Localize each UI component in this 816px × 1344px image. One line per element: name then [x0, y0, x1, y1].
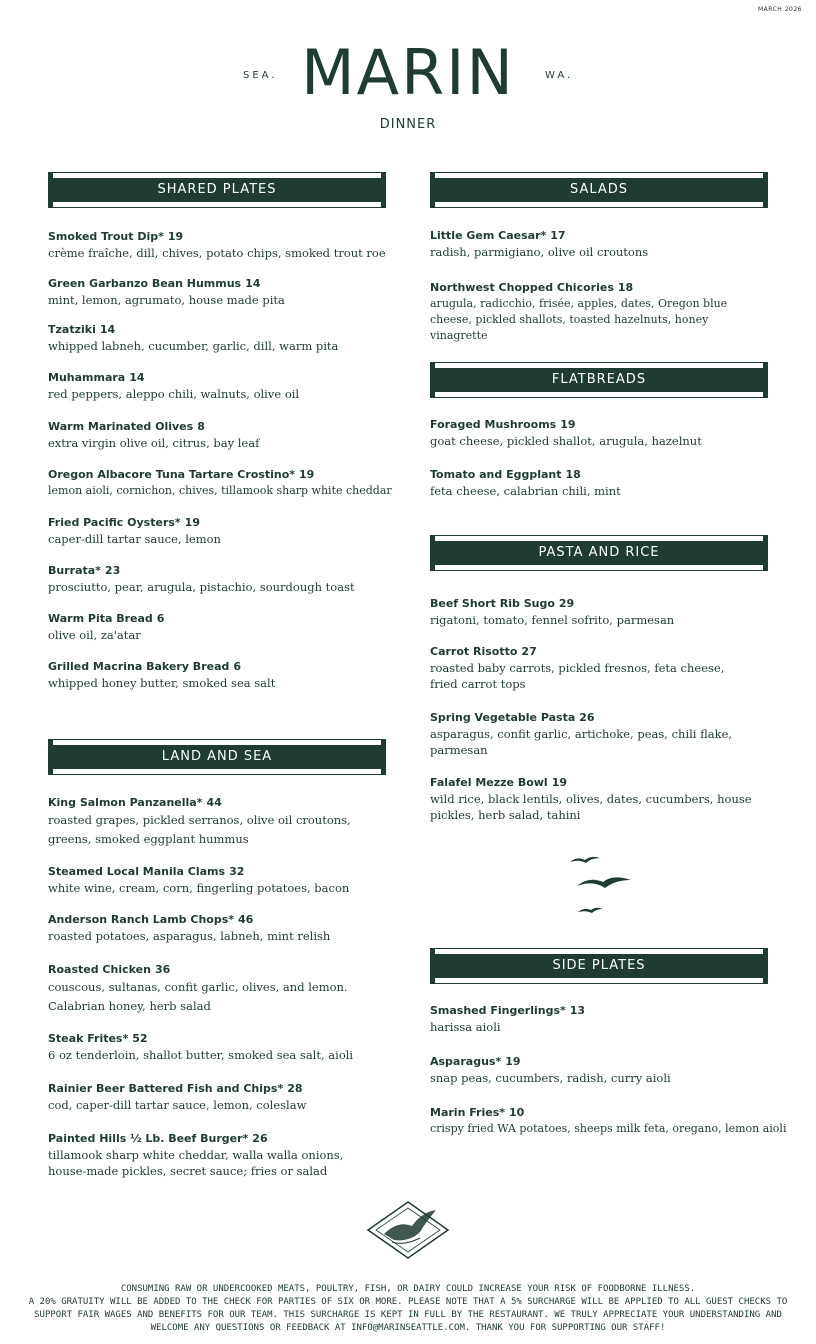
item-description: snap peas, cucumbers, radish, curry aioli — [430, 1071, 671, 1085]
item-description: wild rice, black lentils, olives, dates, cucumbers, house pickles, herb salad, tahini — [430, 792, 752, 822]
item-price: 14 — [99, 323, 116, 336]
item-price: 28 — [287, 1082, 303, 1095]
item-description: caper-dill tartar sauce, lemon — [48, 532, 221, 546]
item-name: Smoked Trout Dip* — [48, 230, 164, 243]
item-description: harissa aioli — [430, 1020, 501, 1034]
footer-disclaimer — [20, 1283, 796, 1335]
item-name: King Salmon Panzanella* — [48, 796, 203, 809]
menu-item — [48, 370, 408, 402]
item-price: 19 — [167, 230, 184, 243]
seagulls-icon — [565, 852, 635, 922]
item-name: Falafel Mezze Bowl — [430, 776, 548, 789]
item-description: olive oil, za'atar — [48, 628, 141, 642]
item-description: roasted baby carrots, pickled fresnos, feta cheese, fried carrot tops — [430, 661, 725, 691]
item-name: Warm Pita Bread — [48, 612, 153, 625]
menu-item — [430, 280, 760, 344]
item-name: Tzatziki — [48, 323, 96, 336]
menu-item — [48, 563, 408, 595]
item-description: goat cheese, pickled shallot, arugula, hazelnut — [430, 434, 702, 448]
item-name: Green Garbanzo Bean Hummus — [48, 277, 242, 290]
item-description: couscous, sultanas, confit garlic, olives, and lemon. Calabrian honey, herb salad — [48, 980, 348, 1013]
item-price: 32 — [229, 865, 245, 878]
item-description: tillamook sharp white cheddar, walla walla onions, house-made pickles, secret sauce; fries or salad — [48, 1148, 344, 1178]
item-description: mint, lemon, agrumato, house made pita — [48, 293, 285, 307]
item-description: asparagus, confit garlic, artichoke, peas, chili flake, parmesan — [430, 727, 733, 757]
shared-plates-banner — [48, 172, 386, 208]
menu-item — [430, 596, 790, 628]
item-name: Steamed Local Manila Clams — [48, 865, 226, 878]
menu-item — [48, 912, 408, 944]
item-description: red peppers, aleppo chili, walnuts, olive oil — [48, 387, 300, 401]
menu-item — [48, 419, 408, 451]
menu-item — [48, 322, 408, 354]
item-price: 18 — [565, 468, 581, 481]
menu-item — [48, 962, 348, 1016]
item-price: 19 — [560, 418, 576, 431]
brand-logo: MARIN — [301, 36, 515, 109]
item-description: prosciutto, pear, arugula, pistachio, sourdough toast — [48, 580, 355, 594]
item-name: Muhammara — [48, 371, 126, 384]
menu-item — [48, 864, 408, 896]
item-price: 27 — [521, 645, 537, 658]
item-name: Asparagus* — [430, 1055, 502, 1068]
flatbreads-banner — [430, 362, 768, 398]
item-price: 19 — [551, 776, 568, 789]
menu-item — [430, 467, 790, 499]
item-price: 46 — [238, 913, 254, 926]
item-name: Grilled Macrina Bakery Bread — [48, 660, 230, 673]
menu-item — [430, 644, 750, 692]
item-name: Northwest Chopped Chicories — [430, 281, 614, 294]
menu-item — [430, 1003, 790, 1035]
item-price: 19 — [505, 1055, 521, 1068]
menu-item — [48, 229, 408, 261]
salads-banner — [430, 172, 768, 208]
item-price: 19 — [184, 516, 200, 529]
section-title: PASTA AND RICE — [435, 541, 763, 565]
section-title: FLATBREADS — [435, 368, 763, 392]
city-right: WA. — [545, 70, 574, 81]
item-name: Carrot Risotto — [430, 645, 518, 658]
item-name: Foraged Mushrooms — [430, 418, 557, 431]
item-price: 6 — [156, 612, 165, 625]
item-description: roasted grapes, pickled serranos, olive oil croutons, greens, smoked eggplant hummus — [48, 813, 351, 846]
menu-item — [430, 710, 750, 758]
item-price: 13 — [569, 1004, 586, 1017]
item-description: cod, caper-dill tartar sauce, lemon, coleslaw — [48, 1098, 307, 1112]
menu-item — [48, 515, 408, 547]
item-price: 14 — [245, 277, 261, 290]
item-description: white wine, cream, corn, fingerling potatoes, bacon — [48, 881, 350, 895]
item-description: arugula, radicchio, frisée, apples, dates, Oregon blue cheese, pickled shallots, toasted hazelnuts, honey vinagrette — [430, 297, 728, 342]
foodborne-warning: CONSUMING RAW OR UNDERCOOKED MEATS, POULTRY, FISH, OR DAIRY COULD INCREASE YOUR RISK OF FOODBORNE ILLNESS. — [120, 1284, 696, 1294]
item-description: lemon aioli, cornichon, chives, tillamook sharp white cheddar — [48, 484, 392, 497]
item-price: 14 — [129, 371, 145, 384]
item-name: Oregon Albacore Tuna Tartare Crostino* — [48, 468, 296, 481]
gratuity-notice: A 20% GRATUITY WILL BE ADDED TO THE CHECK FOR PARTIES OF SIX OR MORE. PLEASE NOTE THAT A 5% SURCHARGE WILL BE APPLIED TO ALL GUEST CHECKS TO SUPPORT FAIR WAGES AND BENEFITS FOR OUR TEAM. THIS SURCHARGE IS KEPT IN FULL BY THE RESTAURANT. WE TRULY APPRECIATE YOUR UNDERSTANDING AND WELCOME ANY QUESTIONS OR FEEDBACK AT INFO@MARINSEATTLE.COM. THANK YOU FOR SUPPORTING OUR STAFF! — [28, 1297, 788, 1333]
section-title: SALADS — [435, 178, 763, 202]
menu-item — [48, 276, 408, 308]
item-price: 52 — [132, 1032, 148, 1045]
item-name: Roasted Chicken — [48, 963, 151, 976]
item-description: roasted potatoes, asparagus, labneh, mint relish — [48, 929, 331, 943]
item-description: rigatoni, tomato, fennel sofrito, parmesan — [430, 613, 675, 627]
section-title: SIDE PLATES — [435, 954, 763, 978]
item-price: 18 — [617, 281, 634, 294]
pasta-and-rice-banner — [430, 535, 768, 571]
menu-item — [48, 1081, 408, 1113]
item-price: 36 — [154, 963, 171, 976]
item-name: Anderson Ranch Lamb Chops* — [48, 913, 235, 926]
item-description: whipped labneh, cucumber, garlic, dill, warm pita — [48, 339, 339, 353]
item-name: Little Gem Caesar* — [430, 229, 547, 242]
land-and-sea-banner — [48, 739, 386, 775]
bird-crest-icon — [364, 1198, 452, 1262]
item-price: 26 — [252, 1132, 268, 1145]
item-price: 17 — [550, 229, 566, 242]
section-title: SHARED PLATES — [53, 178, 381, 202]
item-price: 19 — [299, 468, 315, 481]
menu-item — [48, 467, 418, 499]
menu-item — [48, 1031, 408, 1063]
side-plates-banner — [430, 948, 768, 984]
item-name: Smashed Fingerlings* — [430, 1004, 566, 1017]
menu-item — [48, 659, 408, 691]
menu-item — [48, 1131, 368, 1179]
item-description: 6 oz tenderloin, shallot butter, smoked sea salt, aioli — [48, 1048, 354, 1062]
item-name: Steak Frites* — [48, 1032, 129, 1045]
meal-title: DINNER — [379, 117, 437, 132]
menu-item — [430, 775, 770, 823]
item-name: Marin Fries* — [430, 1106, 505, 1119]
item-price: 8 — [197, 420, 205, 433]
menu-item — [430, 1105, 800, 1137]
item-price: 23 — [104, 564, 121, 577]
item-name: Burrata* — [48, 564, 101, 577]
item-name: Beef Short Rib Sugo — [430, 597, 555, 610]
item-description: whipped honey butter, smoked sea salt — [48, 676, 276, 690]
item-description: extra virgin olive oil, citrus, bay leaf — [48, 436, 260, 450]
item-description: radish, parmigiano, olive oil croutons — [430, 245, 649, 259]
item-price: 29 — [558, 597, 575, 610]
item-name: Rainier Beer Battered Fish and Chips* — [48, 1082, 284, 1095]
item-name: Fried Pacific Oysters* — [48, 516, 181, 529]
item-description: crème fraîche, dill, chives, potato chips, smoked trout roe — [48, 246, 386, 260]
item-name: Painted Hills ½ Lb. Beef Burger* — [48, 1132, 249, 1145]
item-price: 26 — [579, 711, 595, 724]
menu-item — [430, 228, 790, 260]
menu-item — [48, 795, 393, 849]
item-description: crispy fried WA potatoes, sheeps milk feta, oregano, lemon aioli — [430, 1122, 787, 1135]
menu-item — [430, 1054, 790, 1086]
item-name: Spring Vegetable Pasta — [430, 711, 576, 724]
item-name: Warm Marinated Olives — [48, 420, 194, 433]
menu-item — [430, 417, 790, 449]
section-title: LAND AND SEA — [53, 745, 381, 769]
item-price: 6 — [233, 660, 242, 673]
item-price: 44 — [206, 796, 222, 809]
item-name: Tomato and Eggplant — [430, 468, 562, 481]
menu-item — [48, 611, 408, 643]
item-description: feta cheese, calabrian chili, mint — [430, 484, 621, 498]
menu-date: MARCH 2026 — [757, 6, 802, 13]
city-left: SEA. — [243, 70, 278, 81]
item-price: 10 — [509, 1106, 525, 1119]
